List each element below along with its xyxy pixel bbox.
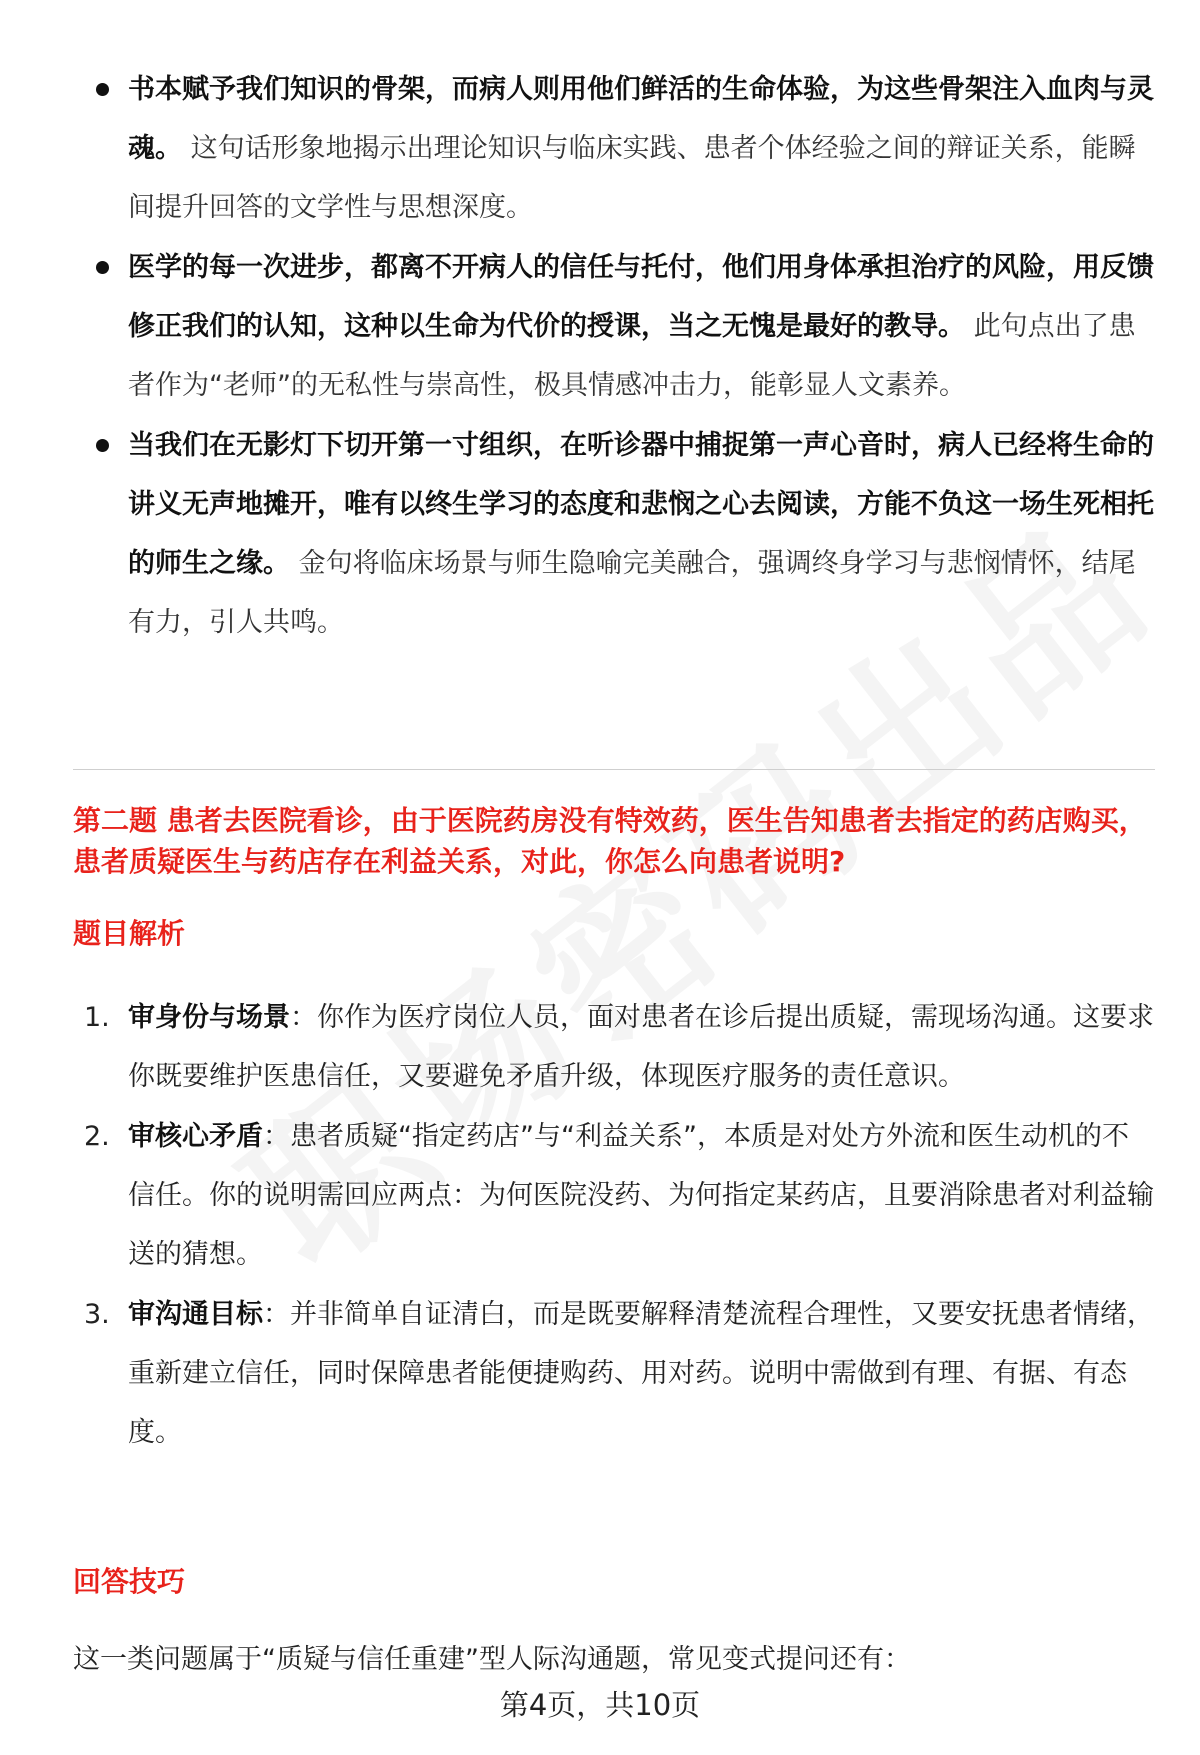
tips-intro: 这一类问题属于“质疑与信任重建”型人际沟通题，常见变式提问还有： xyxy=(73,1644,911,1675)
analysis-list xyxy=(84,988,1154,1463)
analysis-item xyxy=(84,1107,1154,1284)
question-title: 第二题 患者去医院看诊，由于医院药房没有特效药，医生告知患者去指定的药店购买，患者质疑医生与药店存在利益关系，对此，你怎么向患者说明? xyxy=(73,804,1147,878)
item-text: ：你作为医疗岗位人员，面对患者在诊后提出质疑，需现场沟通。这要求你既要维护医患信任，又要避免矛盾升级，体现医疗服务的责任意识。 xyxy=(128,1002,1154,1092)
bullet-note: 这句话形象地揭示出理论知识与临床实践、患者个体经验之间的辩证关系，能瞬间提升回答的文学性与思想深度。 xyxy=(128,133,1136,223)
bullet-quote: 医学的每一次进步，都离不开病人的信任与托付，他们用身体承担治疗的风险，用反馈修正我们的认知，这种以生命为代价的授课，当之无愧是最好的教导。 xyxy=(128,252,1154,342)
tips-heading: 回答技巧 xyxy=(73,1565,186,1598)
bullet-item xyxy=(96,238,1156,415)
bullet-quote: 书本赋予我们知识的骨架，而病人则用他们鲜活的生命体验，为这些骨架注入血肉与灵魂。 xyxy=(128,74,1154,164)
analysis-item xyxy=(84,988,1154,1106)
item-text: ：并非简单自证清白，而是既要解释清楚流程合理性，又要安抚患者情绪，重新建立信任，同时保障患者能便捷购药、用对药。说明中需做到有理、有据、有态度。 xyxy=(128,1299,1154,1448)
bullet-note: 此句点出了患者作为“老师”的无私性与崇高性，极具情感冲击力，能彰显人文素养。 xyxy=(128,311,1136,401)
item-text: ：患者质疑“指定药店”与“利益关系”，本质是对处方外流和医生动机的不信任。你的说明需回应两点：为何医院没药、为何指定某药店，且要消除患者对利益输送的猜想。 xyxy=(128,1121,1154,1270)
bullet-note: 金句将临床场景与师生隐喻完美融合，强调终身学习与悲悯情怀，结尾有力，引人共鸣。 xyxy=(128,548,1136,638)
quote-bullet-list xyxy=(96,60,1156,653)
item-number: 3. xyxy=(84,1299,110,1330)
bullet-item xyxy=(96,416,1156,652)
analysis-item xyxy=(84,1285,1154,1462)
page-footer: 第4页，共10页 xyxy=(499,1688,701,1722)
bullet-item xyxy=(96,60,1156,237)
bullet-dot-icon xyxy=(96,261,109,274)
bullet-dot-icon xyxy=(96,439,109,452)
bullet-dot-icon xyxy=(96,83,109,96)
item-number: 1. xyxy=(84,1002,110,1033)
analysis-heading: 题目解析 xyxy=(73,917,186,950)
item-term: 审核心矛盾 xyxy=(128,1121,263,1152)
item-term: 审身份与场景 xyxy=(128,1002,290,1033)
section-divider xyxy=(73,769,1155,770)
bullet-quote: 当我们在无影灯下切开第一寸组织，在听诊器中捕捉第一声心音时，病人已经将生命的讲义无声地摊开，唯有以终生学习的态度和悲悯之心去阅读，方能不负这一场生死相托的师生之缘。 xyxy=(128,430,1154,579)
item-term: 审沟通目标 xyxy=(128,1299,263,1330)
item-number: 2. xyxy=(84,1121,110,1152)
